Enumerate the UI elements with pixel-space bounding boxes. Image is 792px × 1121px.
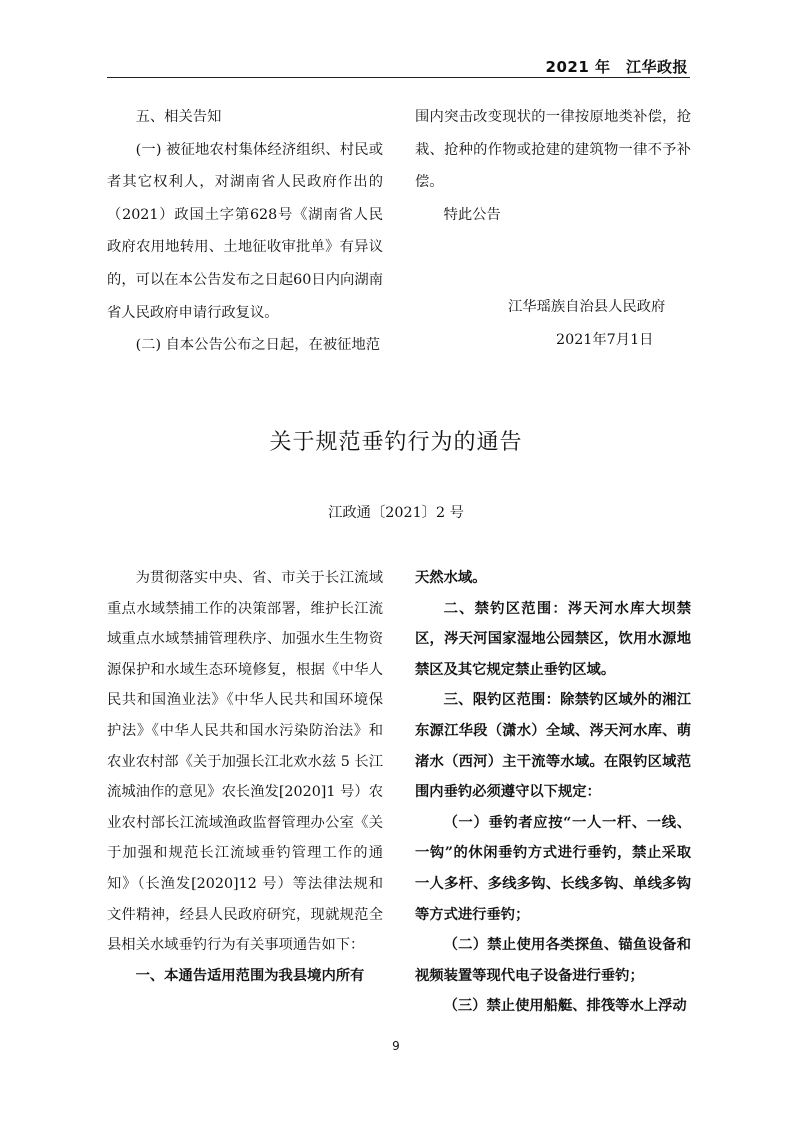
paragraph: 围内突击改变现状的一律按原地类补偿，抢栽、抢种的作物或抢建的建筑物一律不予补偿。: [415, 109, 691, 191]
notice1-right-column: [415, 101, 691, 231]
document-number: 江政通〔2021〕2 号: [328, 505, 464, 521]
paragraph: (二) 自本公告公布之日起，在被征地范: [135, 337, 381, 354]
header-title: 2021 年 江华政报: [545, 58, 688, 76]
signature-organization: 江华瑶族自治县人民政府: [508, 299, 666, 315]
paragraph: （一）垂钓者应按“一人一杆、一线、一钩”的休闲垂钓方式进行垂钓，禁止采取一人多杆、多线多钩、长线多钩、单线多钩等方式进行垂钓；: [415, 814, 691, 923]
page-number: 9: [392, 1039, 400, 1053]
paragraph: （二）禁止使用各类探鱼、锚鱼设备和视频装置等现代电子设备进行垂钓；: [415, 937, 691, 984]
notice1-left-column: [107, 101, 383, 362]
paragraph: 五、相关告知: [135, 109, 222, 125]
signature-date: 2021年7月1日: [556, 332, 654, 348]
paragraph: 二、禁钓区范围：涔天河水库大坝禁区，涔天河国家湿地公园禁区，饮用水源地禁区及其它规定禁止垂钓区域。: [415, 600, 691, 678]
paragraph: (一) 被征地农村集体经济组织、村民或者其它权利人，对湖南省人民政府作出的（2021）政国土字第628号《湖南省人民政府农用地转用、土地征收审批单》有异议的，可以在本公告发布之日起60日内向湖南省人民政府申请行政复议。: [107, 141, 383, 321]
notice-title: 关于规范垂钓行为的通告: [269, 430, 523, 455]
paragraph: 天然水域。: [415, 570, 487, 586]
page-header: [107, 53, 690, 78]
paragraph: 一、本通告适用范围为我县境内所有: [135, 967, 365, 984]
paragraph: （三）禁止使用船艇、排筏等水上浮动: [443, 998, 687, 1015]
notice2-right-column: [415, 563, 691, 1022]
paragraph: 三、限钓区范围：除禁钓区域外的湘江东源江华段（潇水）全域、涔天河水库、萌渚水（西河）主干流等水域。在限钓区域范围内垂钓必须遵守以下规定：: [415, 692, 691, 801]
paragraph: 为贯彻落实中央、省、市关于长江流域重点水域禁捕工作的决策部署，维护长江流域重点水域禁捕管理秩序、加强水生生物资源保护和水域生态环境修复，根据《中华人民共和国渔业法》《中华人民共和国环境保护法》《中华人民共和国水污染防治法》和农业农村部《关于加强长江北欢水兹 5 长江流城油作的意见》农长渔发[2020]1 号）农业农村部长江流域渔政监督管理办公室《关于加强和规范长江流域垂钓管理工作的通知》（长渔发[2020]12 号）等法律法规和文件精神，经县人民政府研究，现就规范全县相关水域垂钓行为有关事项通告如下：: [107, 570, 383, 954]
paragraph: 特此公告: [443, 206, 501, 223]
notice2-left-column: [107, 563, 383, 991]
